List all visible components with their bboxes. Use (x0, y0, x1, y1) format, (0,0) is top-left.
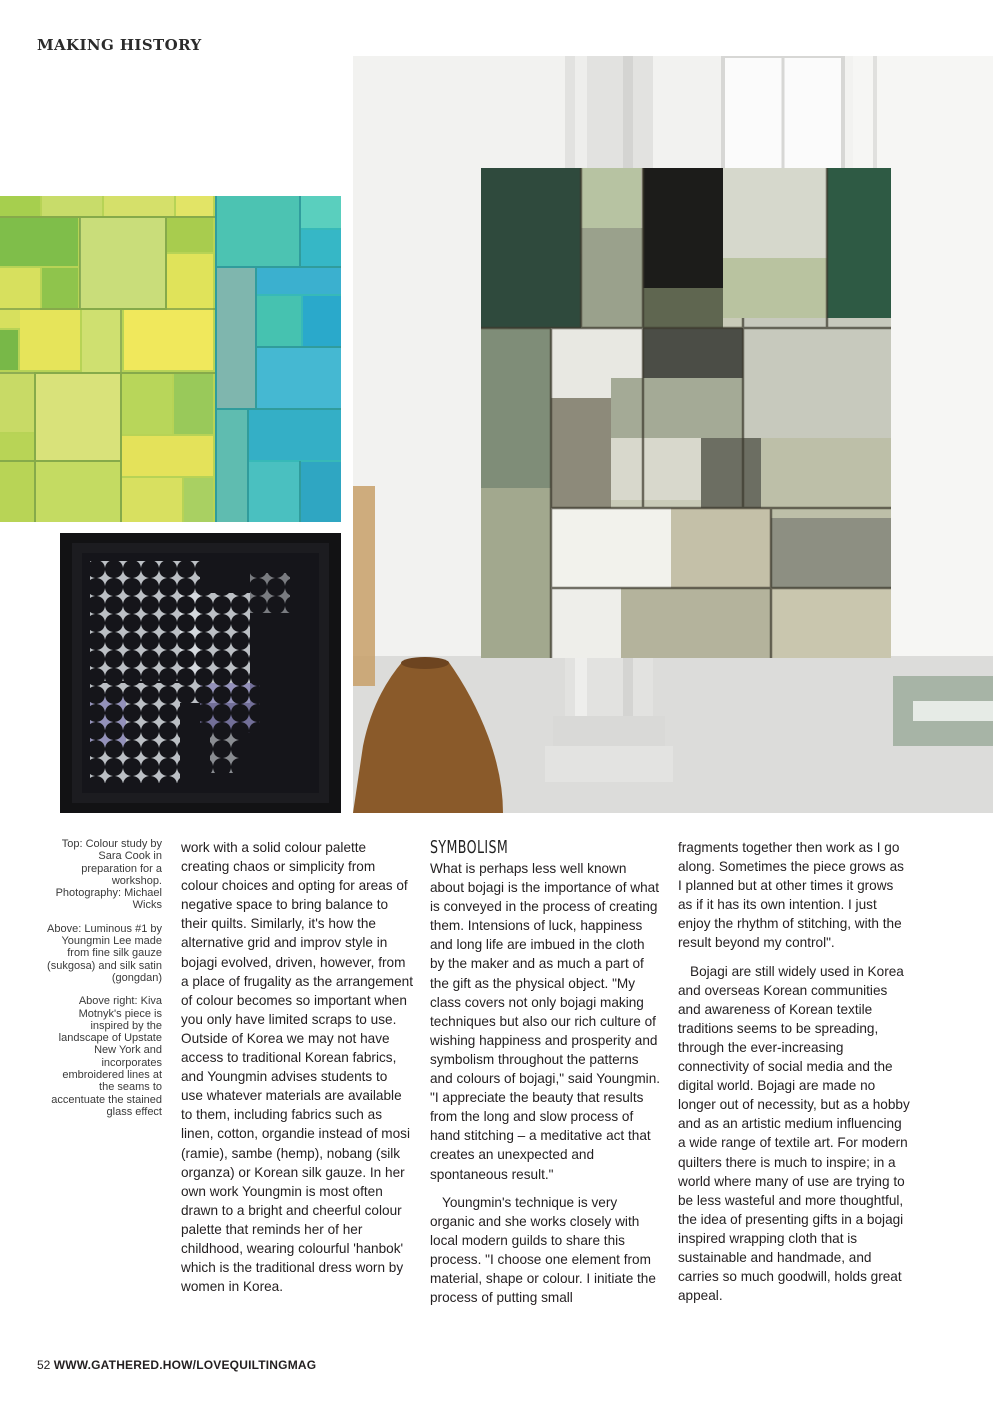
caption-top: Top: Colour study by Sara Cook in preparation for a workshop. Photography: Michael Wicks (55, 838, 162, 912)
col1-paragraph: work with a solid colour palette creating chaos or simplicity from colour choices and opting for areas of negative space to bring balance to their quilts. Similarly, it's how the alternative grid and improv style in bojagi evolved, driven, however, from a place of frugality as the arrangement of colour becomes so important when you only have limited scraps to use. Outside of Korea we may not have access to traditional Korean fabrics, and Youngmin advises students to use whatever materials are available to them, including fabrics such as linen, cotton, organdie instead of mosi (ramie), sambe (hemp), nobang (silk organza) or Korean silk gauze. In her own work Youngmin is most often drawn to a bright and cheerful colour palette that reminds her of her childhood, wearing colourful 'hanbok' which is the traditional dress worn by women in Korea. (181, 840, 413, 1295)
bojagi-hanging-image (353, 56, 993, 813)
body-column-1 (181, 838, 413, 1296)
image-captions (46, 838, 162, 1129)
page-footer (37, 1358, 316, 1372)
col3-paragraph-1: fragments together then work as I go along. Sometimes the piece grows as I planned but at other times it grows as if it has its own intention. I just enjoy the rhythm of stitching, with the result beyond my control". (678, 840, 904, 951)
col2-paragraph-1: What is perhaps less well known about bojagi is the importance of what is conveyed in the process of creating them. Intensions of luck, happiness and long life are imbued in the cloth by the maker and as much a part of the gift as the physical object. "My class covers not only bojagi making techniques but also our rich culture of wishing happiness and prosperity and symbolism throughout the patterns and colours of bojagi," said Youngmin. "I appreciate the beauty that results from the long and slow process of hand stitching – a meditative act that creates an unexpected and spontaneous result." (430, 861, 661, 1182)
body-column-2 (430, 838, 662, 1307)
col2-paragraph-2: Youngmin's technique is very organic and she works closely with local modern guilds to share this process. "I choose one element from material, shape or colour. I initiate the process of putting small (430, 1194, 656, 1306)
symbolism-heading: SYMBOLISM (430, 837, 509, 858)
colour-study-image (0, 196, 341, 522)
luminous-quilt-image (60, 533, 341, 813)
page-number: 52 (37, 1358, 51, 1372)
magazine-url: WWW.GATHERED.HOW/LOVEQUILTINGMAG (53, 1358, 317, 1372)
body-column-3 (678, 838, 910, 1305)
caption-above-right: Above right: Kiva Motnyk's piece is inspired by the landscape of Upstate New York and incorporates embroidered lines at the seams to accentuate the stained glass effect (51, 995, 162, 1118)
col3-paragraph-2: Bojagi are still widely used in Korea and overseas Korean communities and awareness of Korean textile traditions seems to be spreading, through the ever-increasing connectivity of social media and the digital world. Bojagi are made no longer out of necessity, but as a hobby and as an artistic medium influencing a wide range of textile art. For modern quilters there is much to inspire; in a world where many of use are trying to be less wasteful and more thoughtful, the idea of presenting gifts in a bojagi inspired wrapping cloth that is sustainable and handmade, and carries so much goodwill, holds great appeal. (678, 963, 910, 1304)
section-title: MAKING HISTORY (37, 36, 202, 54)
caption-above: Above: Luminous #1 by Youngmin Lee made from fine silk gauze (sukgosa) and silk satin (gongdan) (47, 922, 162, 984)
